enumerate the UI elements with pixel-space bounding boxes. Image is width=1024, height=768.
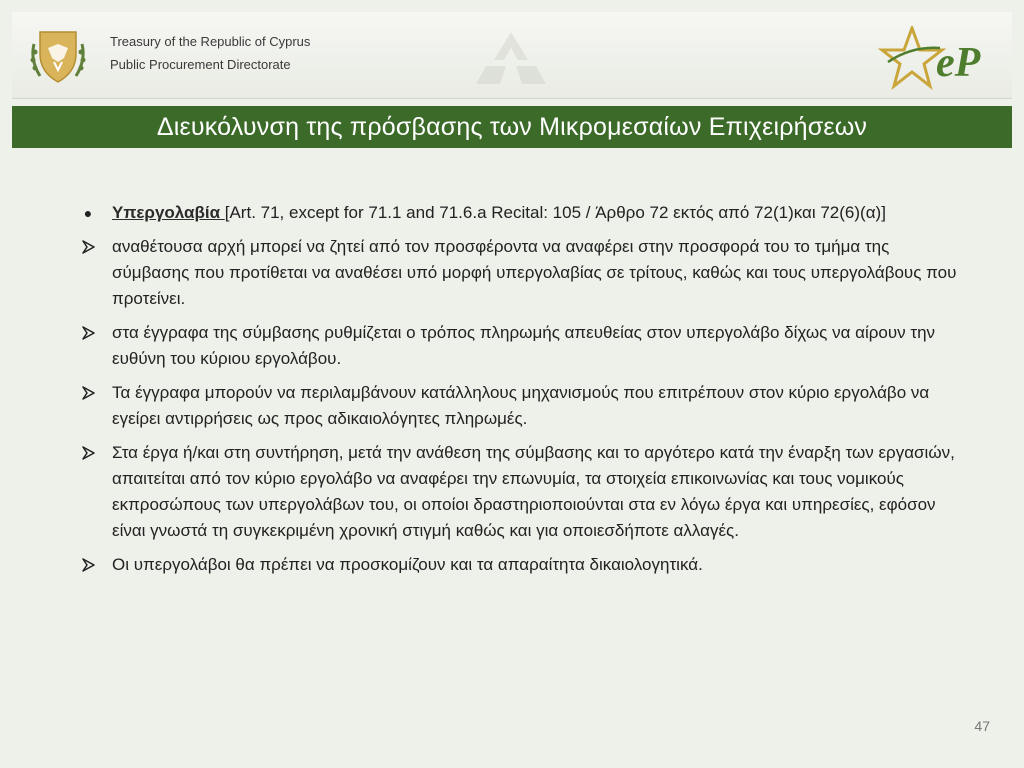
arrowhead-bullet-icon: [78, 380, 98, 408]
organization-name: Treasury of the Republic of Cyprus: [110, 34, 311, 49]
arrowhead-bullet-icon: [78, 440, 98, 468]
directorate-name: Public Procurement Directorate: [110, 57, 291, 72]
list-item: [78, 320, 968, 372]
arrowhead-bullet-icon: [78, 552, 98, 580]
arrowhead-bullet-icon: [78, 320, 98, 348]
list-item-main-bullet: [78, 200, 968, 226]
point-text: Τα έγγραφα μπορούν να περιλαμβάνουν κατάλληλους μηχανισμούς που επιτρέπουν στον κύριο εργολάβο να εγείρει αντιρρήσεις ως προς αδικαιολόγητες πληρωμές.: [112, 383, 930, 428]
list-item: [78, 552, 968, 578]
arrowhead-bullet-icon: [78, 234, 98, 262]
point-text: Οι υπεργολάβοι θα πρέπει να προσκομίζουν και τα απαραίτητα δικαιολογητικά.: [112, 555, 703, 574]
bullet-dot-icon: ●: [83, 205, 93, 221]
article-reference: [Art. 71, except for 71.1 and 71.6.a Recital: 105 / Άρθρο 72 εκτός από 72(1)και 72(6)(α)]: [224, 203, 886, 222]
point-text: Στα έργα ή/και στη συντήρηση, μετά την ανάθεση της σύμβασης και το αργότερο κατά την έναρξη των εργασιών, απαιτείται από τον κύριο εργολάβο να αναφέρει την επωνυμία, τα στοιχεία επικοινωνίας και τους νομικούς εκπροσώπους των υπεργολάβων του, οι οποίοι δραστηριοποιούνται στα εν λόγω έργα και υπηρεσίες, εφόσον είναι γνωστά τη συγκεκριμένη χρονική στιγμή καθώς και για οποιεσδήποτε αλλαγές.: [112, 443, 955, 540]
slide-content: [78, 200, 968, 586]
ep-star-logo-icon: [878, 26, 1002, 90]
list-item: [78, 380, 968, 432]
slide-title: Διευκόλυνση της πρόσβασης των Μικρομεσαίων Επιχειρήσεων: [156, 112, 868, 141]
slide-header: [12, 12, 1012, 99]
list-item: [78, 440, 968, 544]
subcontracting-term: Υπεργολαβία: [112, 203, 225, 222]
list-item: [78, 234, 968, 312]
cyprus-coat-of-arms-icon: [26, 24, 90, 88]
point-text: αναθέτουσα αρχή μπορεί να ζητεί από τον προσφέροντα να αναφέρει στην προσφορά του το τμήμα της σύμβασης που προτίθεται να αναθέσει υπό μορφή υπεργολαβίας σε τρίτους, καθώς και τους υπεργολάβους που προτείνει.: [112, 237, 957, 308]
point-text: στα έγγραφα της σύμβασης ρυθμίζεται ο τρόπος πληρωμής απευθείας στον υπεργολάβο δίχως να αίρουν την ευθύνη του κύριου εργολάβου.: [112, 323, 936, 368]
recycle-icon: [466, 26, 556, 90]
page-number: 47: [974, 718, 990, 734]
ep-logo-text: eP: [936, 40, 981, 86]
title-bar: [12, 106, 1012, 148]
